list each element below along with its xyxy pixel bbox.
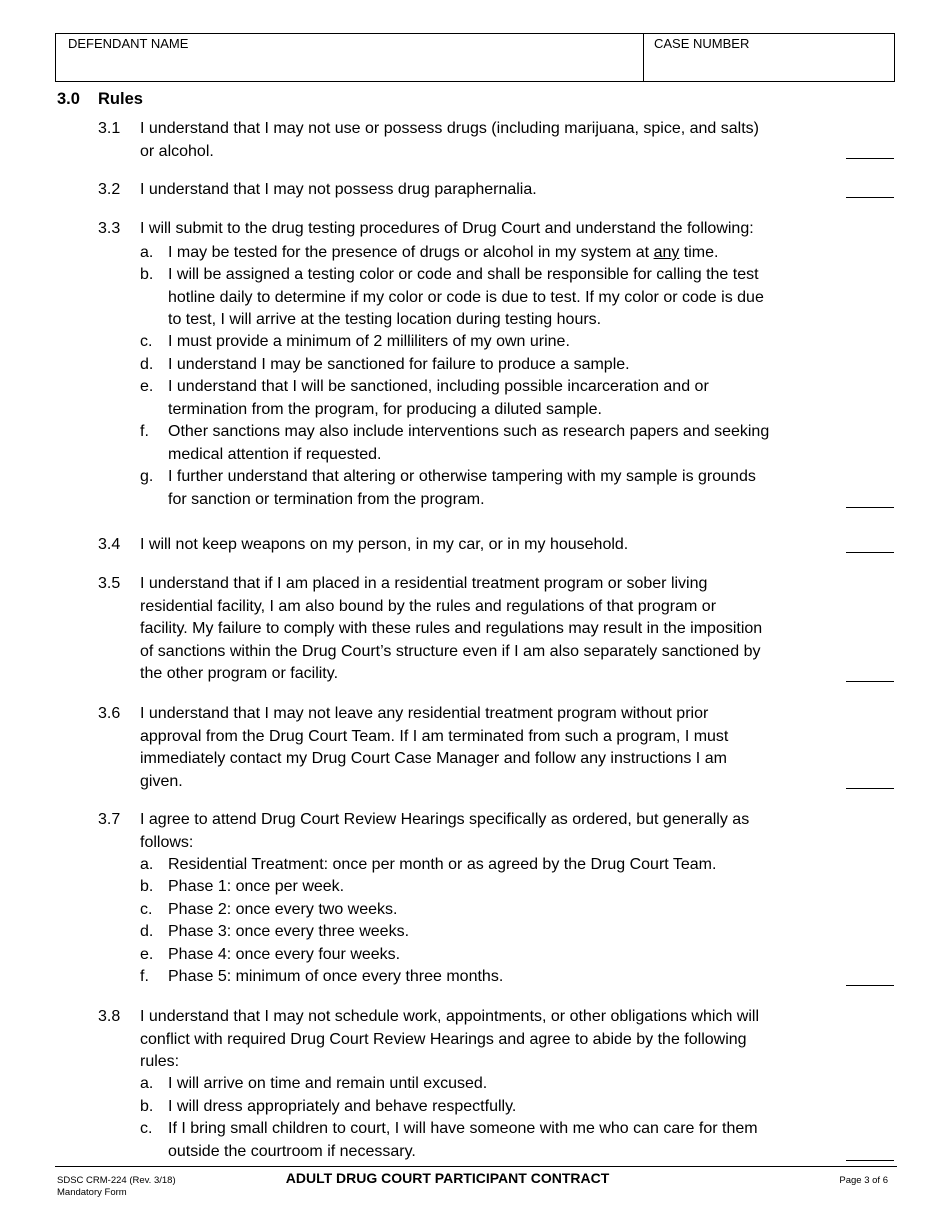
item-letter: e. bbox=[140, 378, 154, 395]
item-letter: b. bbox=[140, 878, 154, 895]
item-text: Residential Treatment: once per month or as agreed by the Drug Court Team. bbox=[168, 856, 717, 873]
rule-text: I understand that I may not schedule work, appointments, or other obligations which will conflict with required Drug Court Review Hearings and agree to abide by the following rules: bbox=[140, 1008, 759, 1070]
rule-number: 3.1 bbox=[98, 120, 121, 137]
item-letter: c. bbox=[140, 901, 153, 918]
item-letter: g. bbox=[140, 468, 154, 485]
case-header-box bbox=[55, 33, 895, 82]
rule-text: I understand that I may not possess drug paraphernalia. bbox=[140, 181, 537, 198]
rule-number: 3.7 bbox=[98, 811, 121, 828]
item-text: Phase 5: minimum of once every three months. bbox=[168, 968, 504, 985]
rule-text: I agree to attend Drug Court Review Hearings specifically as ordered, but generally as follows: bbox=[140, 811, 750, 851]
rule-text: I will submit to the drug testing procedures of Drug Court and understand the following: bbox=[140, 220, 754, 237]
initials-line-3-3[interactable] bbox=[846, 507, 894, 508]
rule-text: I understand that I may not use or possess drugs (including marijuana, spice, and salts) or alcohol. bbox=[140, 120, 759, 160]
item-text: Phase 3: once every three weeks. bbox=[168, 923, 410, 940]
item-letter: b. bbox=[140, 266, 154, 283]
rule-number: 3.4 bbox=[98, 536, 121, 553]
item-text: Phase 1: once per week. bbox=[168, 878, 345, 895]
form-type: Mandatory Form bbox=[57, 1187, 127, 1198]
item-letter: c. bbox=[140, 333, 153, 350]
rule-text: I will not keep weapons on my person, in my car, or in my household. bbox=[140, 536, 629, 553]
item-letter: c. bbox=[140, 1120, 153, 1137]
item-text: Phase 2: once every two weeks. bbox=[168, 901, 398, 918]
item-text: I will dress appropriately and behave respectfully. bbox=[168, 1098, 517, 1115]
header-divider bbox=[643, 34, 644, 81]
item-letter: f. bbox=[140, 423, 149, 440]
initials-line-3-1[interactable] bbox=[846, 158, 894, 159]
initials-line-3-6[interactable] bbox=[846, 788, 894, 789]
item-text: Other sanctions may also include interventions such as research papers and seeking medical attention if requested. bbox=[168, 423, 770, 463]
item-text: I further understand that altering or otherwise tampering with my sample is grounds for sanction or termination from the program. bbox=[168, 468, 756, 508]
case-number-label: CASE NUMBER bbox=[654, 36, 750, 51]
footer-divider bbox=[55, 1166, 897, 1167]
item-letter: a. bbox=[140, 856, 154, 873]
item-text: I must provide a minimum of 2 milliliters of my own urine. bbox=[168, 333, 570, 350]
form-number: SDSC CRM-224 (Rev. 3/18) bbox=[57, 1175, 176, 1186]
initials-line-3-2[interactable] bbox=[846, 197, 894, 198]
item-letter: a. bbox=[140, 1075, 154, 1092]
defendant-name-label: DEFENDANT NAME bbox=[68, 36, 189, 51]
initials-line-3-5[interactable] bbox=[846, 681, 894, 682]
initials-line-3-8[interactable] bbox=[846, 1160, 894, 1161]
item-text: I understand that I will be sanctioned, including possible incarceration and or termination from the program, for producing a diluted sample. bbox=[168, 378, 709, 418]
item-letter: d. bbox=[140, 356, 154, 373]
rule-number: 3.2 bbox=[98, 181, 121, 198]
rule-number: 3.6 bbox=[98, 705, 121, 722]
item-letter: b. bbox=[140, 1098, 154, 1115]
item-text: I understand I may be sanctioned for failure to produce a sample. bbox=[168, 356, 630, 373]
rule-number: 3.5 bbox=[98, 575, 121, 592]
rule-text: I understand that I may not leave any residential treatment program without prior approval from the Drug Court Team. If I am terminated from such a program, I must immediately contact my Drug Court Case Manager and follow any instructions I am given. bbox=[140, 705, 729, 790]
initials-line-3-4[interactable] bbox=[846, 552, 894, 553]
item-letter: e. bbox=[140, 946, 154, 963]
item-text: I may be tested for the presence of drugs or alcohol in my system at any time. bbox=[168, 244, 719, 261]
initials-line-3-7[interactable] bbox=[846, 985, 894, 986]
item-text: Phase 4: once every four weeks. bbox=[168, 946, 401, 963]
footer-title: ADULT DRUG COURT PARTICIPANT CONTRACT bbox=[285, 1170, 610, 1186]
page-number: Page 3 of 6 bbox=[839, 1175, 888, 1186]
rule-number: 3.8 bbox=[98, 1008, 121, 1025]
rule-text: I understand that if I am placed in a residential treatment program or sober living residential facility, I am also bound by the rules and regulations of that program or facility. My failure to comply with these rules and regulations may result in the imposition of sanctions within the Drug Court’s structure even if I am also separately sanctioned by the other program or facility. bbox=[140, 575, 763, 682]
section-number: 3.0 bbox=[57, 90, 80, 108]
section-title: Rules bbox=[98, 90, 143, 108]
item-letter: d. bbox=[140, 923, 154, 940]
item-text: I will arrive on time and remain until excused. bbox=[168, 1075, 488, 1092]
item-text: I will be assigned a testing color or code and shall be responsible for calling the test hotline daily to determine if my color or code is due to test. If my color or code is due to test, I will arrive at the testing location during testing hours. bbox=[168, 266, 764, 328]
item-letter: a. bbox=[140, 244, 154, 261]
item-letter: f. bbox=[140, 968, 149, 985]
item-text: If I bring small children to court, I will have someone with me who can care for them outside the courtroom if necessary. bbox=[168, 1120, 758, 1160]
rule-number: 3.3 bbox=[98, 220, 121, 237]
